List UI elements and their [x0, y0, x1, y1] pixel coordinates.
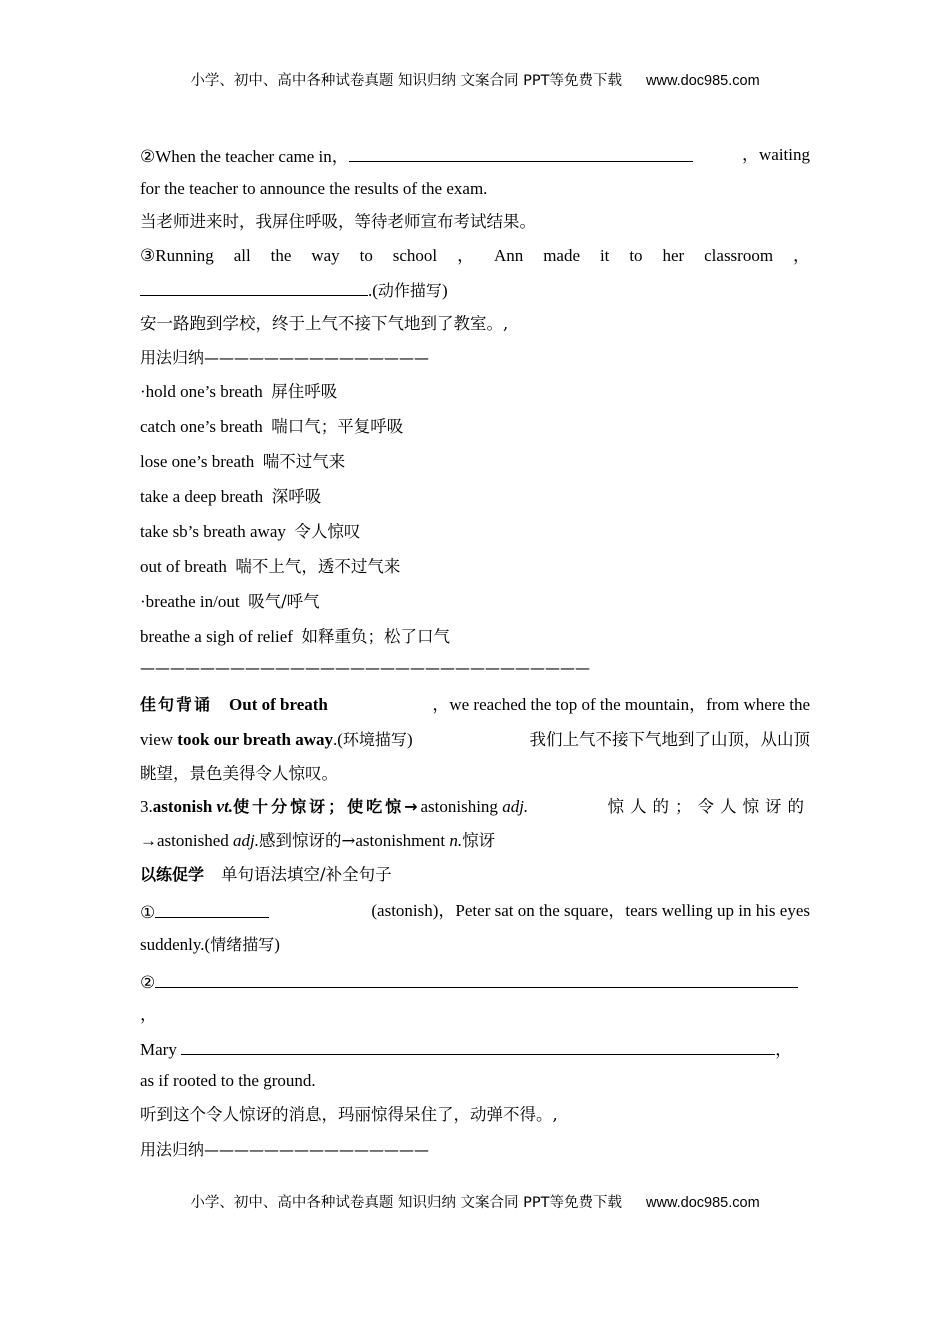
jiaju-text-2a: view: [140, 730, 178, 749]
usage-item-phrase: lose one’s breath: [140, 452, 255, 471]
jiaju-tag: 环境描写: [342, 730, 407, 749]
exercise-3-word: her: [662, 246, 685, 265]
practice-q2-mary: Mary: [140, 1040, 177, 1059]
usage-item: [140, 381, 810, 403]
practice-q2-end: ，: [775, 1040, 793, 1059]
usage-item-meaning: 喘口气；平复呼吸: [271, 417, 404, 436]
header-url[interactable]: www.doc985.com: [646, 73, 760, 89]
practice-q1-close: ): [274, 935, 280, 954]
vocab-number: 3.: [140, 797, 153, 816]
practice-description: 单句语法填空/补全句子: [221, 865, 392, 884]
header-text: 小学、初中、高中各种试卷真题 知识归纳 文案合同 PPT等免费下载: [190, 73, 623, 89]
exercise-3-word: ，: [792, 246, 810, 265]
practice-q1-line1: [140, 900, 810, 924]
exercise-2-number: ②: [140, 147, 156, 166]
vocab-pos: vt.: [216, 797, 234, 816]
practice-q2-number: ②: [140, 973, 156, 992]
exercise-3-word: it: [599, 246, 610, 265]
usage-item: [140, 626, 810, 648]
usage-item-meaning: 屏住呼吸: [271, 382, 338, 401]
exercise-2-translation: 当老师进来时，我屏住呼吸，等待老师宣布考试结果。: [140, 212, 536, 231]
usage-end-dashes: [140, 657, 810, 679]
vocab-derivative-3: astonishment: [355, 831, 446, 850]
practice-q1-blank[interactable]: [155, 900, 269, 918]
usage-item: [140, 556, 810, 578]
usage-item-phrase: breathe a sigh of relief: [140, 627, 293, 646]
exercise-3-translation: 安一路跑到学校，终于上气不接下气地到了教室。,: [140, 314, 509, 333]
exercise-3-close: ): [441, 281, 448, 300]
exercise-2-prefix: When the teacher came in，: [155, 147, 349, 166]
usage-item-meaning: 深呼吸: [271, 487, 322, 506]
usage-item-meaning: 吸气/呼气: [248, 592, 320, 611]
practice-q2-translation: 听到这个令人惊讶的消息，玛丽惊得呆住了，动弹不得。,: [140, 1105, 558, 1124]
usage-item: [140, 521, 810, 543]
practice-label: 以练促学: [140, 865, 205, 884]
jiaju-bold-1: Out of breath: [229, 695, 328, 714]
usage-item-phrase: ·hold one’s breath: [140, 382, 263, 401]
exercise-3-word: all: [233, 246, 251, 265]
exercise-3-tag: 动作描写: [377, 281, 442, 300]
exercise-3-word: classroom: [704, 246, 774, 265]
jiaju-text-1: ，we reached the top of the mountain，from where the: [432, 695, 810, 714]
exercise-3-word: made: [543, 246, 581, 265]
end-dash-line: ——————————————————————————————: [140, 659, 590, 677]
exercise-2-line2: for the teacher to announce the results of the exam.: [140, 179, 488, 198]
practice-q2-mary-line: [140, 1037, 810, 1061]
usage-item-phrase: take sb’s breath away: [140, 522, 286, 541]
jiaju-translation-2: 眺望，景色美得令人惊叹。: [140, 764, 338, 783]
page-footer: [0, 1191, 950, 1212]
exercise-3-word: ，: [457, 246, 475, 265]
jiaju-translation-1: 我们上气不接下气地到了山顶，从山顶: [529, 730, 810, 749]
usage-item: [140, 416, 810, 438]
usage-heading-2: [140, 1139, 810, 1161]
usage-dashes-2: ———————————————: [204, 1141, 430, 1159]
practice-q2-comma-line: ，: [140, 1005, 157, 1024]
exercise-3-word: school: [392, 246, 438, 265]
exercise-2-suffix: ，waiting: [742, 145, 810, 164]
practice-heading: [140, 864, 810, 886]
page-header: [0, 69, 950, 90]
practice-q1-hint: (astonish)，Peter sat on the square，tears welling up in his eyes: [371, 901, 810, 920]
usage-item-phrase: catch one’s breath: [140, 417, 263, 436]
jiaju-line1: [140, 694, 810, 716]
jiaju-bold-2: took our breath away: [177, 730, 333, 749]
usage-item-meaning: 如释重负；松了口气: [301, 627, 450, 646]
usage-item-meaning: 喘不上气，透不过气来: [235, 557, 401, 576]
practice-q1-text: suddenly.(: [140, 935, 211, 954]
exercise-3-tail: .(: [368, 281, 378, 300]
arrow-glyph: →: [140, 831, 157, 850]
jiaju-label: 佳句背诵: [140, 695, 213, 714]
practice-q2-line1: [140, 970, 810, 994]
exercise-2-blank[interactable]: [349, 144, 693, 162]
jiaju-text-2c: ): [406, 730, 413, 749]
vocab-meaning: 使十分惊讶；使吃惊→: [233, 797, 421, 816]
usage-item-phrase: ·breathe in/out: [140, 592, 240, 611]
footer-url[interactable]: www.doc985.com: [646, 1195, 760, 1211]
exercise-3-blank[interactable]: [140, 278, 368, 296]
exercise-3-word: ③Running: [140, 246, 214, 265]
footer-text: 小学、初中、高中各种试卷真题 知识归纳 文案合同 PPT等免费下载: [190, 1195, 623, 1211]
exercise-2-line1: [140, 144, 810, 168]
vocab-derivative-3-pos: n.: [449, 831, 463, 850]
exercise-3-word: to: [359, 246, 373, 265]
practice-q1-tag: 情绪描写: [210, 935, 275, 954]
usage-title-2: 用法归纳: [140, 1140, 205, 1159]
exercise-3-word: the: [270, 246, 292, 265]
practice-q1-line2: [140, 934, 810, 956]
exercise-3-word: Ann: [494, 246, 524, 265]
jiaju-line2: [140, 729, 810, 751]
usage-dashes-1: ———————————————: [204, 349, 430, 367]
usage-item-phrase: out of breath: [140, 557, 227, 576]
vocab-derivative-2-pos: adj.: [233, 831, 260, 850]
jiaju-text-2b: .(: [333, 730, 343, 749]
exercise-3-line2: [140, 278, 810, 302]
practice-q1-number: ①: [140, 903, 156, 922]
vocab-derivative-2: astonished: [157, 831, 229, 850]
usage-item-meaning: 喘不过气来: [262, 452, 346, 471]
usage-item: [140, 486, 810, 508]
exercise-3-word: way: [311, 246, 340, 265]
vocab-derivative-3-meaning: 惊讶: [462, 831, 496, 850]
usage-heading-1: [140, 347, 810, 369]
usage-title-1: 用法归纳: [140, 348, 205, 367]
vocab-word: astonish: [152, 797, 213, 816]
vocab-derivative-1-pos: adj.: [502, 797, 529, 816]
practice-q2-line3: as if rooted to the ground.: [140, 1071, 316, 1090]
usage-item-meaning: 令人惊叹: [294, 522, 361, 541]
vocab-derivative-2-meaning: 感到惊讶的→: [259, 831, 356, 850]
exercise-3-word: to: [629, 246, 643, 265]
usage-item: [140, 451, 810, 473]
usage-item: [140, 591, 810, 613]
vocab-astonish-line1: [140, 796, 810, 818]
practice-q2-blank-1[interactable]: [155, 970, 798, 988]
vocab-derivative-1-meaning: 惊人的；令人惊讶的: [607, 797, 810, 816]
practice-q2-blank-2[interactable]: [181, 1037, 775, 1055]
vocab-derivative-1: astonishing: [420, 797, 498, 816]
exercise-3-line1: [140, 245, 810, 267]
usage-item-phrase: take a deep breath: [140, 487, 264, 506]
vocab-astonish-line2: [140, 830, 810, 852]
